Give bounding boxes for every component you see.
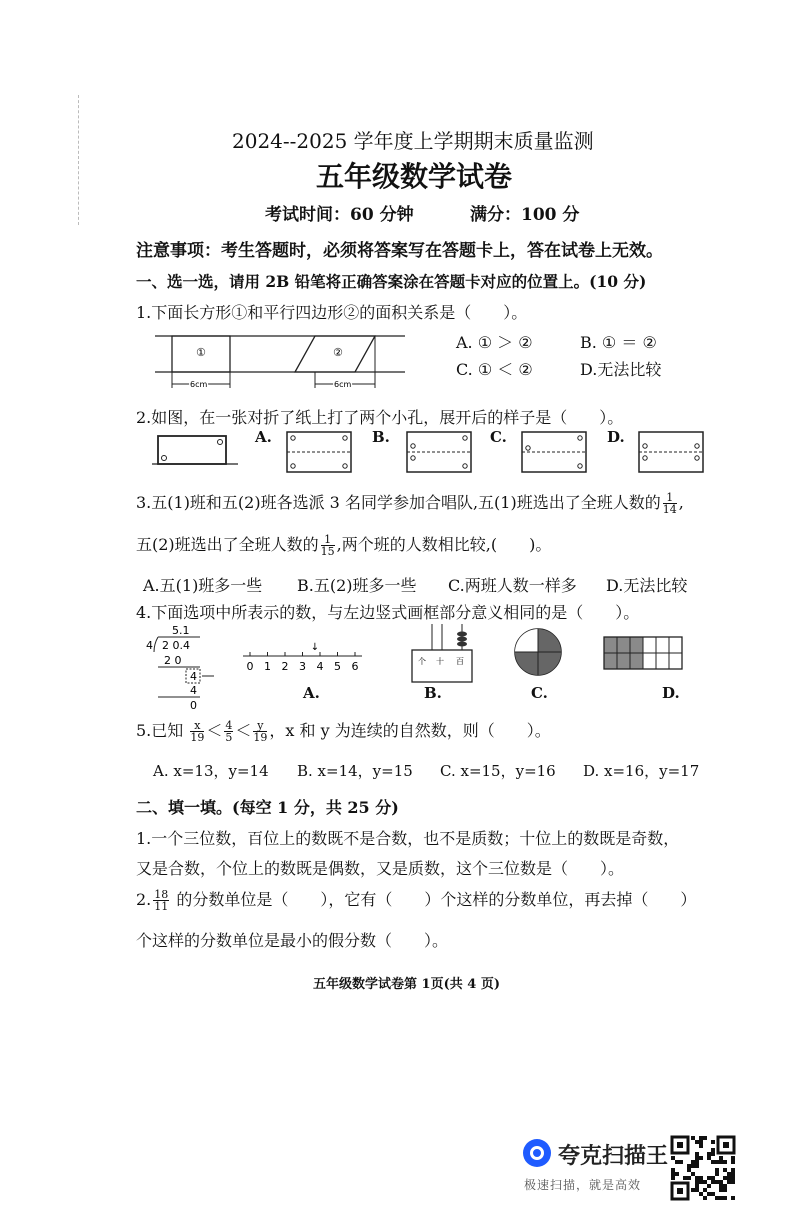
scanner-slogan: 极速扫描，就是高效: [524, 1178, 642, 1192]
qr-module: [715, 1168, 719, 1172]
q3-option-b[interactable]: B.五(2)班多一些: [297, 576, 417, 595]
number-line-label: 1: [264, 660, 271, 673]
margin-line: [78, 95, 80, 225]
qr-module: [671, 1176, 675, 1180]
para-label: ②: [333, 346, 343, 359]
q3-option-c[interactable]: C.两班人数一样多: [448, 576, 577, 595]
qr-module: [671, 1172, 675, 1176]
qr-module: [691, 1160, 695, 1164]
number-line-label: 3: [299, 660, 306, 673]
s2-q1-line2: 又是合数，个位上的数既是偶数，又是质数，这个三位数是（ ）。: [136, 859, 625, 878]
qr-module: [695, 1164, 699, 1168]
q1-option-c[interactable]: C. ① ＜ ②: [456, 360, 533, 379]
q4-option-b-label[interactable]: B.: [424, 684, 442, 702]
qr-module: [699, 1180, 703, 1184]
qr-module: [715, 1196, 719, 1200]
qr-module: [731, 1180, 735, 1184]
svg-text:个: 个: [418, 657, 426, 666]
q3-option-a[interactable]: A.五(1)班多一些: [143, 576, 263, 595]
qr-module: [727, 1180, 731, 1184]
number-line-ticks: [247, 652, 359, 673]
exam-time: 考试时间：60 分钟: [265, 205, 414, 225]
q1-figure: [150, 328, 410, 398]
q2-option-a-figure[interactable]: [285, 430, 355, 475]
qr-module: [703, 1196, 707, 1200]
qr-module: [695, 1188, 699, 1192]
number-line-label: 4: [316, 660, 324, 673]
qr-module: [675, 1160, 679, 1164]
number-line-label: 6: [351, 660, 359, 673]
qr-module: [699, 1156, 703, 1160]
qr-code: [670, 1135, 736, 1201]
qr-module: [723, 1196, 727, 1200]
scanner-brand: 夸克扫描王: [558, 1144, 669, 1169]
qr-module: [719, 1184, 723, 1188]
qr-module: [707, 1176, 711, 1180]
qr-module: [719, 1160, 723, 1164]
q5-option-c[interactable]: C. x=15，y=16: [440, 762, 556, 780]
q5-option-b[interactable]: B. x=14，y=15: [297, 762, 413, 780]
q4-option-a-label[interactable]: A.: [303, 684, 320, 702]
svg-text:5.1: 5.1: [172, 624, 190, 637]
qr-module: [723, 1176, 727, 1180]
qr-module: [719, 1156, 723, 1160]
qr-module: [727, 1172, 731, 1176]
s2-q2-line1: 2. $\frac{18}{11}$ 的分数单位是（ ），它有（ ）个这样的分数单位，再去掉（ ）: [136, 888, 697, 913]
qr-module: [695, 1180, 699, 1184]
qr-module: [707, 1192, 711, 1196]
q5-text: 5.已知 $\frac{x}{19}$ ＜ $\frac{4}{5}$ ＜ $\frac{y}{19}$ ，x 和 y 为连续的自然数，则（ ）。: [136, 719, 551, 744]
qr-module: [711, 1140, 715, 1144]
qr-module: [699, 1140, 703, 1144]
qr-module: [691, 1164, 695, 1168]
qr-module: [699, 1192, 703, 1196]
qr-module: [699, 1144, 703, 1148]
qr-module: [731, 1168, 735, 1172]
page-title: 五年级数学试卷: [316, 160, 513, 193]
qr-module: [703, 1180, 707, 1184]
svg-text:4: 4: [146, 639, 153, 652]
q2-option-b-label[interactable]: B.: [372, 428, 390, 446]
q2-option-c-label[interactable]: C.: [490, 428, 507, 446]
page-footer: 五年级数学试卷第 1页(共 4 页): [313, 977, 500, 992]
q2-option-d-label[interactable]: D.: [607, 428, 625, 446]
qr-module: [723, 1160, 727, 1164]
qr-module: [715, 1172, 719, 1176]
rect-label: ①: [196, 346, 206, 359]
qr-module: [731, 1172, 735, 1176]
q4-option-a-number-line[interactable]: [240, 640, 365, 680]
q3-line1: 3.五(1)班和五(2)班各选派 3 名同学参加合唱队,五(1)班选出了全班人数的 $\frac{1}{14}$ ,: [136, 491, 684, 516]
q2-option-b-figure[interactable]: [405, 430, 475, 475]
qr-module: [719, 1196, 723, 1200]
qr-module: [711, 1148, 715, 1152]
number-line-label: 0: [246, 660, 254, 673]
qr-module: [711, 1192, 715, 1196]
qr-module: [687, 1176, 691, 1180]
qr-module: [731, 1160, 735, 1164]
q3-option-d[interactable]: D.无法比较: [606, 576, 688, 595]
qr-module: [687, 1168, 691, 1172]
q2-option-a-label[interactable]: A.: [255, 428, 272, 446]
qr-module: [683, 1176, 687, 1180]
qr-module: [707, 1156, 711, 1160]
qr-module: [703, 1136, 707, 1140]
qr-module: [691, 1136, 695, 1140]
q4-text: 4.下面选项中所表示的数，与左边竖式画框部分意义相同的是（ ）。: [136, 603, 640, 622]
qr-module: [703, 1188, 707, 1192]
qr-module: [691, 1172, 695, 1176]
qr-module: [731, 1156, 735, 1160]
q4-option-b-abacus[interactable]: [410, 622, 475, 684]
q3-fraction-1: $\frac{1}{14}$: [662, 491, 677, 516]
q4-option-d-grid[interactable]: [603, 636, 683, 670]
scanner-logo-icon: [523, 1139, 551, 1167]
qr-module: [699, 1136, 703, 1140]
s2-q2-line2: 个这样的分数单位是最小的假分数（ ）。: [136, 931, 449, 950]
q5-option-a[interactable]: A. x=13，y=14: [153, 762, 269, 780]
qr-module: [715, 1180, 719, 1184]
svg-text:0: 0: [190, 699, 197, 710]
year-title: 2024--2025 学年度上学期期末质量监测: [232, 129, 594, 153]
qr-module: [723, 1188, 727, 1192]
qr-module: [711, 1180, 715, 1184]
dim1-label: 6cm: [190, 380, 208, 389]
q3-line2: 五(2)班选出了全班人数的 $\frac{1}{15}$ ,两个班的人数相比较,( )。: [136, 533, 552, 558]
svg-text:4: 4: [190, 684, 197, 697]
qr-module: [715, 1160, 719, 1164]
s2-q1-line1: 1.一个三位数，百位上的数既不是合数，也不是质数；十位上的数既是奇数，: [136, 829, 680, 848]
dim2-label: 6cm: [334, 380, 352, 389]
qr-module: [695, 1184, 699, 1188]
qr-module: [723, 1184, 727, 1188]
q5-option-d[interactable]: D. x=16，y=17: [583, 762, 700, 780]
q3-fraction-2: $\frac{1}{15}$: [320, 533, 335, 558]
q1-option-a[interactable]: A. ① ＞ ②: [456, 333, 533, 352]
qr-module: [695, 1156, 699, 1160]
svg-text:2 0.4: 2 0.4: [162, 639, 190, 652]
section1-heading: 一、选一选，请用 2B 铅笔将正确答案涂在答题卡对应的位置上。(10 分): [136, 272, 647, 291]
qr-module: [687, 1164, 691, 1168]
qr-module: [719, 1188, 723, 1192]
q4-option-d-label[interactable]: D.: [662, 684, 680, 702]
full-score: 满分：100 分: [470, 205, 580, 225]
qr-module: [695, 1160, 699, 1164]
svg-text:百: 百: [456, 657, 464, 666]
qr-module: [727, 1176, 731, 1180]
q1-option-d[interactable]: D.无法比较: [580, 360, 662, 379]
svg-text:十: 十: [436, 657, 444, 666]
number-line-arrow: ↓: [310, 642, 320, 653]
qr-module: [675, 1172, 679, 1176]
q1-option-b[interactable]: B. ① ＝ ②: [580, 333, 657, 352]
q1-text: 1.下面长方形①和平行四边形②的面积关系是（ ）。: [136, 303, 528, 322]
qr-module: [691, 1188, 695, 1192]
qr-module: [695, 1140, 699, 1144]
qr-module: [695, 1152, 699, 1156]
q2-folded-paper: [150, 430, 240, 470]
qr-module: [695, 1176, 699, 1180]
qr-module: [711, 1152, 715, 1156]
q4-option-c-label[interactable]: C.: [531, 684, 548, 702]
number-line-label: 2: [281, 660, 289, 673]
qr-module: [671, 1168, 675, 1172]
qr-module: [671, 1156, 675, 1160]
number-line-label: 5: [334, 660, 341, 673]
svg-text:2 0: 2 0: [164, 654, 182, 667]
section2-heading: 二、填一填。(每空 1 分，共 25 分): [136, 798, 399, 817]
q2-option-d-figure[interactable]: [637, 430, 707, 475]
qr-module: [731, 1196, 735, 1200]
q2-text: 2.如图，在一张对折了纸上打了两个小孔，展开后的样子是（ ）。: [136, 408, 624, 427]
q4-long-division: [140, 622, 215, 710]
qr-module: [707, 1184, 711, 1188]
notice: 注意事项：考生答题时，必须将答案写在答题卡上，答在试卷上无效。: [136, 241, 663, 261]
qr-module: [723, 1168, 727, 1172]
qr-module: [711, 1160, 715, 1164]
q2-option-c-figure[interactable]: [520, 430, 590, 475]
qr-module: [707, 1152, 711, 1156]
svg-text:4: 4: [190, 670, 197, 683]
qr-module: [731, 1176, 735, 1180]
q4-option-c-circle[interactable]: [512, 626, 564, 678]
qr-module: [699, 1176, 703, 1180]
qr-module: [679, 1160, 683, 1164]
qr-module: [711, 1176, 715, 1180]
qr-module: [719, 1180, 723, 1184]
